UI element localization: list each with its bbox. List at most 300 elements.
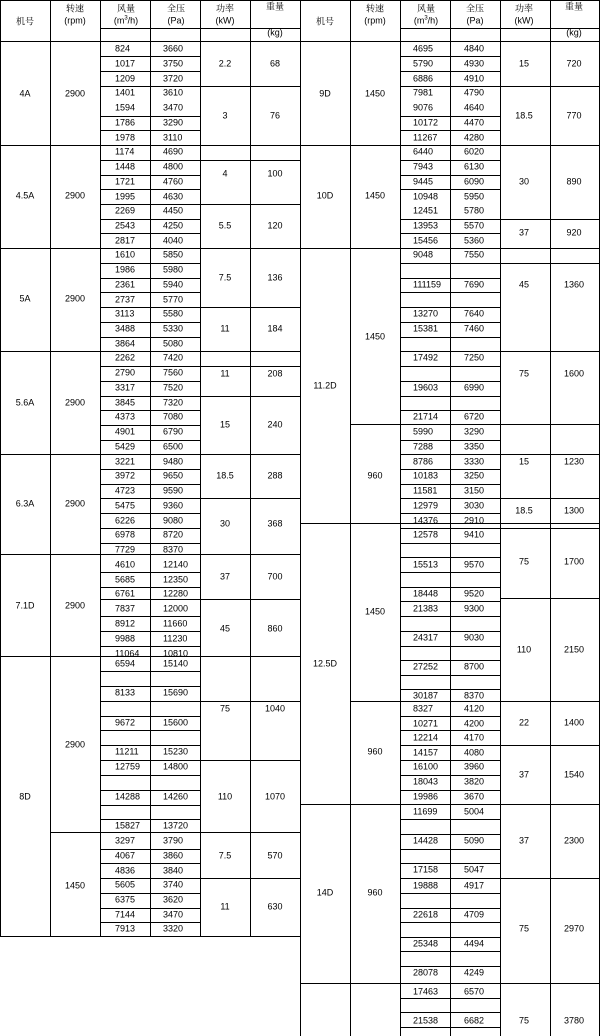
model-cell: 12.5D <box>312 658 338 669</box>
speed-cell: 960 <box>367 746 383 757</box>
model-cell: 5A <box>19 293 31 304</box>
pressure-cell: 8370 <box>464 690 485 701</box>
pressure-cell: 3660 <box>163 43 184 54</box>
flow-cell: 3221 <box>115 456 136 467</box>
power-cell: 37 <box>518 227 530 238</box>
flow-cell: 3845 <box>115 397 136 408</box>
flow-cell: 824 <box>115 43 131 54</box>
speed-cell: 1450 <box>64 880 86 891</box>
power-cell: 75 <box>219 703 231 714</box>
flow-cell: 9672 <box>115 717 136 728</box>
power-cell: 18.5 <box>216 470 234 481</box>
header-weight: 重量 <box>564 1 584 12</box>
power-cell: 11 <box>220 323 230 334</box>
pressure-cell: 9300 <box>464 603 485 614</box>
pressure-cell: 9520 <box>464 588 485 599</box>
pressure-cell: 15690 <box>163 687 189 698</box>
grid-line <box>500 0 501 1036</box>
pressure-cell: 3960 <box>464 761 485 772</box>
pressure-cell: 10810 <box>163 648 189 659</box>
flow-cell: 12979 <box>413 500 439 511</box>
header-model: 机号 <box>315 16 335 27</box>
flow-cell: 18043 <box>413 776 439 787</box>
pressure-cell: 5940 <box>163 279 184 290</box>
pressure-cell: 4200 <box>464 718 485 729</box>
header-pressure: 全压 <box>166 3 186 14</box>
weight-cell: 920 <box>566 227 582 238</box>
flow-cell: 7729 <box>115 544 136 555</box>
pressure-cell: 6020 <box>464 146 485 157</box>
flow-cell: 15381 <box>413 323 439 334</box>
model-cell: 9D <box>319 88 331 99</box>
power-cell: 75 <box>518 556 530 567</box>
flow-cell: 3297 <box>115 835 136 846</box>
weight-cell: 208 <box>267 368 283 379</box>
pressure-cell: 8700 <box>464 661 485 672</box>
power-cell: 75 <box>518 368 530 379</box>
pressure-cell: 4040 <box>163 235 184 246</box>
speed-cell: 960 <box>367 887 383 898</box>
pressure-cell: 3470 <box>163 102 184 113</box>
grid-line <box>100 0 101 937</box>
grid-line <box>50 0 51 937</box>
power-cell: 2.2 <box>218 58 232 69</box>
pressure-cell: 5780 <box>464 205 485 216</box>
pressure-cell: 7320 <box>163 397 184 408</box>
pressure-cell: 4450 <box>163 205 184 216</box>
header-pressure-unit: (Pa) <box>466 15 484 26</box>
flow-cell: 27252 <box>413 661 439 672</box>
flow-cell: 9445 <box>413 176 434 187</box>
header-weight: 重量 <box>265 1 285 12</box>
speed-cell: 2900 <box>64 190 86 201</box>
pressure-cell: 5080 <box>163 338 184 349</box>
pressure-cell: 4840 <box>464 43 485 54</box>
flow-cell: 15513 <box>413 559 439 570</box>
speed-cell: 2900 <box>64 498 86 509</box>
pressure-cell: 7460 <box>464 323 485 334</box>
pressure-cell: 4120 <box>464 703 485 714</box>
power-cell: 75 <box>518 1015 530 1026</box>
pressure-cell: 4280 <box>464 132 485 143</box>
flow-cell: 7837 <box>115 603 136 614</box>
weight-cell: 630 <box>267 901 283 912</box>
flow-cell: 3317 <box>115 382 136 393</box>
power-cell: 18.5 <box>515 110 533 121</box>
flow-cell: 13953 <box>413 220 439 231</box>
pressure-cell: 4690 <box>163 146 184 157</box>
flow-cell: 6226 <box>115 515 136 526</box>
pressure-cell: 9480 <box>163 456 184 467</box>
power-cell: 37 <box>219 571 231 582</box>
flow-cell: 6440 <box>413 146 434 157</box>
flow-cell: 21714 <box>413 411 439 422</box>
pressure-cell: 7080 <box>163 411 184 422</box>
weight-cell: 184 <box>267 323 283 334</box>
flow-cell: 3864 <box>115 338 136 349</box>
flow-cell: 5429 <box>115 441 136 452</box>
flow-cell: 18448 <box>413 588 439 599</box>
flow-cell: 4723 <box>115 485 136 496</box>
weight-cell: 120 <box>267 220 283 231</box>
header-speed-unit: (rpm) <box>64 15 86 26</box>
power-cell: 11 <box>220 368 230 379</box>
pressure-cell: 4630 <box>163 191 184 202</box>
pressure-cell: 9570 <box>464 559 485 570</box>
pressure-cell: 15600 <box>163 717 189 728</box>
flow-cell: 12451 <box>413 205 439 216</box>
grid-line <box>200 0 201 937</box>
flow-cell: 19888 <box>413 880 439 891</box>
pressure-cell: 13720 <box>163 820 189 831</box>
power-cell: 30 <box>219 518 231 529</box>
pressure-cell: 5090 <box>464 835 485 846</box>
grid-line <box>350 0 351 1036</box>
flow-cell: 21383 <box>413 603 439 614</box>
flow-cell: 17463 <box>413 986 439 997</box>
pressure-cell: 7560 <box>163 367 184 378</box>
power-cell: 7.5 <box>218 850 232 861</box>
flow-cell: 2262 <box>115 352 136 363</box>
pressure-cell: 7420 <box>163 352 184 363</box>
header-weight-unit: (kg) <box>267 27 283 38</box>
flow-cell: 2790 <box>115 367 136 378</box>
pressure-cell: 7690 <box>464 279 485 290</box>
model-cell: 14D <box>316 887 334 898</box>
flow-cell: 8133 <box>115 687 136 698</box>
pressure-cell: 7550 <box>464 249 485 260</box>
flow-cell: 4901 <box>115 426 136 437</box>
flow-cell: 1174 <box>115 146 135 157</box>
header-weight-unit: (kg) <box>566 27 582 38</box>
header-flow-unit: $(m^3/h)$ <box>413 15 439 26</box>
flow-cell: 6594 <box>115 658 136 669</box>
pressure-cell: 8370 <box>163 544 184 555</box>
speed-cell: 960 <box>367 470 383 481</box>
weight-cell: 1230 <box>563 456 585 467</box>
pressure-cell: 5980 <box>163 264 184 275</box>
pressure-cell: 12350 <box>163 574 189 585</box>
header-speed: 转速 <box>65 3 85 14</box>
pressure-cell: 3790 <box>163 835 184 846</box>
pressure-cell: 3860 <box>163 850 184 861</box>
weight-cell: 2300 <box>563 835 585 846</box>
flow-cell: 8327 <box>413 703 434 714</box>
header-pressure: 全压 <box>465 3 485 14</box>
flow-cell: 8786 <box>413 456 434 467</box>
model-cell: 4A <box>19 88 31 99</box>
grid-line <box>450 0 451 1036</box>
pressure-cell: 3670 <box>464 791 485 802</box>
speed-cell: 2900 <box>64 600 86 611</box>
power-cell: 22 <box>518 717 530 728</box>
power-cell: 18.5 <box>515 505 533 516</box>
weight-cell: 1540 <box>563 769 585 780</box>
pressure-cell: 6990 <box>464 382 485 393</box>
power-cell: 37 <box>518 835 530 846</box>
pressure-cell: 5770 <box>163 294 184 305</box>
flow-cell: 1448 <box>115 161 136 172</box>
weight-cell: 1360 <box>563 279 585 290</box>
flow-cell: 11064 <box>115 648 140 659</box>
flow-cell: 15827 <box>115 820 141 831</box>
pressure-cell: 3610 <box>163 87 184 98</box>
flow-cell: 9048 <box>413 249 434 260</box>
power-cell: 37 <box>518 769 530 780</box>
header-speed-unit: (rpm) <box>364 15 386 26</box>
header-flow: 风量 <box>416 3 436 14</box>
flow-cell: 15456 <box>413 235 439 246</box>
flow-cell: 2361 <box>115 279 136 290</box>
speed-cell: 2900 <box>64 739 86 750</box>
flow-cell: 2269 <box>115 205 136 216</box>
weight-cell: 2970 <box>563 923 585 934</box>
flow-cell: 11211 <box>115 746 139 757</box>
weight-cell: 2150 <box>563 644 585 655</box>
power-cell: 15 <box>518 456 530 467</box>
pressure-cell: 3840 <box>163 865 184 876</box>
header-power: 功率 <box>215 3 235 14</box>
pressure-cell: 3620 <box>163 894 184 905</box>
pressure-cell: 4250 <box>163 220 184 231</box>
flow-cell: 21538 <box>413 1015 439 1026</box>
pressure-cell: 3320 <box>163 923 184 934</box>
flow-cell: 1978 <box>115 132 136 143</box>
flow-cell: 5475 <box>115 500 136 511</box>
flow-cell: 11699 <box>413 806 438 817</box>
flow-cell: 1610 <box>115 249 136 260</box>
header-flow-unit: $(m^3/h)$ <box>113 15 139 26</box>
power-cell: 45 <box>518 279 530 290</box>
flow-cell: 19986 <box>413 791 439 802</box>
pressure-cell: 14800 <box>163 761 189 772</box>
pressure-cell: 9360 <box>163 500 184 511</box>
grid-line <box>550 0 551 1036</box>
power-cell: 45 <box>219 623 231 634</box>
header-power-unit: (kW) <box>514 15 534 26</box>
flow-cell: 1209 <box>115 73 136 84</box>
header-pressure-unit: (Pa) <box>167 15 185 26</box>
flow-cell: 24317 <box>413 632 439 643</box>
pressure-cell: 3740 <box>163 879 184 890</box>
pressure-cell: 3820 <box>464 776 485 787</box>
speed-cell: 2900 <box>64 293 86 304</box>
pressure-cell: 15230 <box>163 746 189 757</box>
grid-line <box>400 0 401 1036</box>
weight-cell: 1400 <box>563 717 585 728</box>
flow-cell: 12214 <box>413 732 439 743</box>
weight-cell: 700 <box>267 571 283 582</box>
flow-cell: 3113 <box>115 308 135 319</box>
pressure-cell: 2910 <box>464 515 485 526</box>
flow-cell: 2737 <box>115 294 136 305</box>
weight-cell: 288 <box>267 470 283 481</box>
flow-cell: 1017 <box>115 58 136 69</box>
weight-cell: 860 <box>267 623 283 634</box>
grid-line <box>150 0 151 937</box>
flow-cell: 7943 <box>413 161 434 172</box>
weight-cell: 1300 <box>563 505 585 516</box>
pressure-cell: 4080 <box>464 747 485 758</box>
model-cell: 10D <box>316 190 334 201</box>
pressure-cell: 4249 <box>464 967 485 978</box>
flow-cell: 17158 <box>413 864 439 875</box>
power-cell: 15 <box>219 419 231 430</box>
power-cell: 110 <box>217 791 233 802</box>
flow-cell: 7144 <box>115 909 136 920</box>
weight-cell: 770 <box>566 110 582 121</box>
weight-cell: 1700 <box>563 556 585 567</box>
weight-cell: 100 <box>267 168 283 179</box>
flow-cell: 25348 <box>413 938 439 949</box>
pressure-cell: 6682 <box>464 1015 485 1026</box>
flow-cell: 7913 <box>115 923 136 934</box>
flow-cell: 14288 <box>115 791 141 802</box>
flow-cell: 12759 <box>115 761 141 772</box>
pressure-cell: 5330 <box>163 323 184 334</box>
flow-cell: 10183 <box>413 470 439 481</box>
flow-cell: 5685 <box>115 574 136 585</box>
pressure-cell: 11660 <box>163 618 188 629</box>
weight-cell: 1040 <box>264 703 286 714</box>
flow-cell: 6375 <box>115 894 136 905</box>
pressure-cell: 5950 <box>464 191 485 202</box>
grid-line <box>0 0 1 937</box>
speed-cell: 1450 <box>364 331 386 342</box>
power-cell: 4 <box>222 168 228 179</box>
speed-cell: 2900 <box>64 397 86 408</box>
pressure-cell: 6570 <box>464 986 485 997</box>
model-cell: 4.5A <box>15 190 35 201</box>
power-cell: 75 <box>518 923 530 934</box>
flow-cell: 14428 <box>413 835 439 846</box>
power-cell: 5.5 <box>218 220 232 231</box>
model-cell: 6.3A <box>15 498 35 509</box>
header-power-unit: (kW) <box>215 15 235 26</box>
pressure-cell: 3250 <box>464 470 485 481</box>
pressure-cell: 4910 <box>464 73 485 84</box>
grid-line <box>350 424 600 425</box>
flow-cell: 17492 <box>413 352 439 363</box>
weight-cell: 76 <box>269 110 281 121</box>
flow-cell: 4695 <box>413 43 434 54</box>
weight-cell: 570 <box>267 850 283 861</box>
pressure-cell: 3030 <box>464 500 485 511</box>
grid-line <box>50 832 301 833</box>
pressure-cell: 4170 <box>464 732 485 743</box>
pressure-cell: 12000 <box>163 603 189 614</box>
flow-cell: 11581 <box>413 485 438 496</box>
flow-cell: 14157 <box>413 747 439 758</box>
pressure-cell: 5047 <box>464 864 485 875</box>
flow-cell: 7981 <box>413 87 434 98</box>
flow-cell: 3972 <box>115 470 136 481</box>
weight-cell: 136 <box>267 272 283 283</box>
flow-cell: 1786 <box>115 117 136 128</box>
flow-cell: 1721 <box>115 176 136 187</box>
pressure-cell: 5570 <box>464 220 485 231</box>
pressure-cell: 7520 <box>163 382 184 393</box>
flow-cell: 10271 <box>413 718 439 729</box>
pressure-cell: 12280 <box>163 588 189 599</box>
weight-cell: 368 <box>267 518 283 529</box>
speed-cell: 1450 <box>364 88 386 99</box>
pressure-cell: 6790 <box>163 426 184 437</box>
flow-cell: 9076 <box>413 102 434 113</box>
flow-cell: 1995 <box>115 191 136 202</box>
pressure-cell: 5360 <box>464 235 485 246</box>
pressure-cell: 12140 <box>163 559 189 570</box>
pressure-cell: 8720 <box>163 529 184 540</box>
pressure-cell: 3720 <box>163 73 184 84</box>
flow-cell: 5605 <box>115 879 136 890</box>
grid-line <box>250 0 251 937</box>
pressure-cell: 3150 <box>464 485 485 496</box>
flow-cell: 4067 <box>115 850 136 861</box>
power-cell: 30 <box>518 176 530 187</box>
power-cell: 11 <box>220 901 230 912</box>
pressure-cell: 6500 <box>163 441 184 452</box>
speed-cell: 2900 <box>64 88 86 99</box>
flow-cell: 16100 <box>413 761 439 772</box>
pressure-cell: 5004 <box>464 806 485 817</box>
flow-cell: 111159 <box>413 279 442 290</box>
model-cell: 11.2D <box>313 380 337 391</box>
pressure-cell: 3750 <box>163 58 184 69</box>
flow-cell: 4610 <box>115 559 136 570</box>
header-flow: 风量 <box>116 3 136 14</box>
pressure-cell: 4760 <box>163 176 184 187</box>
flow-cell: 12578 <box>413 529 439 540</box>
flow-cell: 1986 <box>115 264 136 275</box>
flow-cell: 10172 <box>413 117 439 128</box>
weight-cell: 890 <box>566 176 582 187</box>
pressure-cell: 4640 <box>464 102 485 113</box>
weight-cell: 1070 <box>264 791 286 802</box>
grid-line <box>300 0 301 1036</box>
pressure-cell: 4709 <box>464 909 485 920</box>
pressure-cell: 6720 <box>464 411 485 422</box>
model-cell: 7.1D <box>15 600 35 611</box>
pressure-cell: 3290 <box>464 426 485 437</box>
weight-cell: 240 <box>267 419 283 430</box>
pressure-cell: 4470 <box>464 117 485 128</box>
flow-cell: 6978 <box>115 529 136 540</box>
flow-cell: 7288 <box>413 441 434 452</box>
flow-cell: 6761 <box>115 588 136 599</box>
pressure-cell: 4917 <box>464 880 485 891</box>
flow-cell: 4373 <box>115 411 136 422</box>
pressure-cell: 11230 <box>163 633 188 644</box>
flow-cell: 13270 <box>413 308 439 319</box>
model-cell: 5.6A <box>15 397 35 408</box>
power-cell: 110 <box>516 644 532 655</box>
pressure-cell: 4494 <box>464 938 485 949</box>
pressure-cell: 9030 <box>464 632 485 643</box>
speed-cell: 1450 <box>364 190 386 201</box>
flow-cell: 8912 <box>115 618 136 629</box>
flow-cell: 2543 <box>115 220 136 231</box>
header-power: 功率 <box>514 3 534 14</box>
pressure-cell: 3110 <box>163 132 183 143</box>
pressure-cell: 9080 <box>163 515 184 526</box>
pressure-cell: 15140 <box>163 658 189 669</box>
pressure-cell: 5850 <box>163 249 184 260</box>
flow-cell: 10948 <box>413 191 439 202</box>
weight-cell: 720 <box>566 58 582 69</box>
pressure-cell: 3290 <box>163 117 184 128</box>
flow-cell: 5790 <box>413 58 434 69</box>
